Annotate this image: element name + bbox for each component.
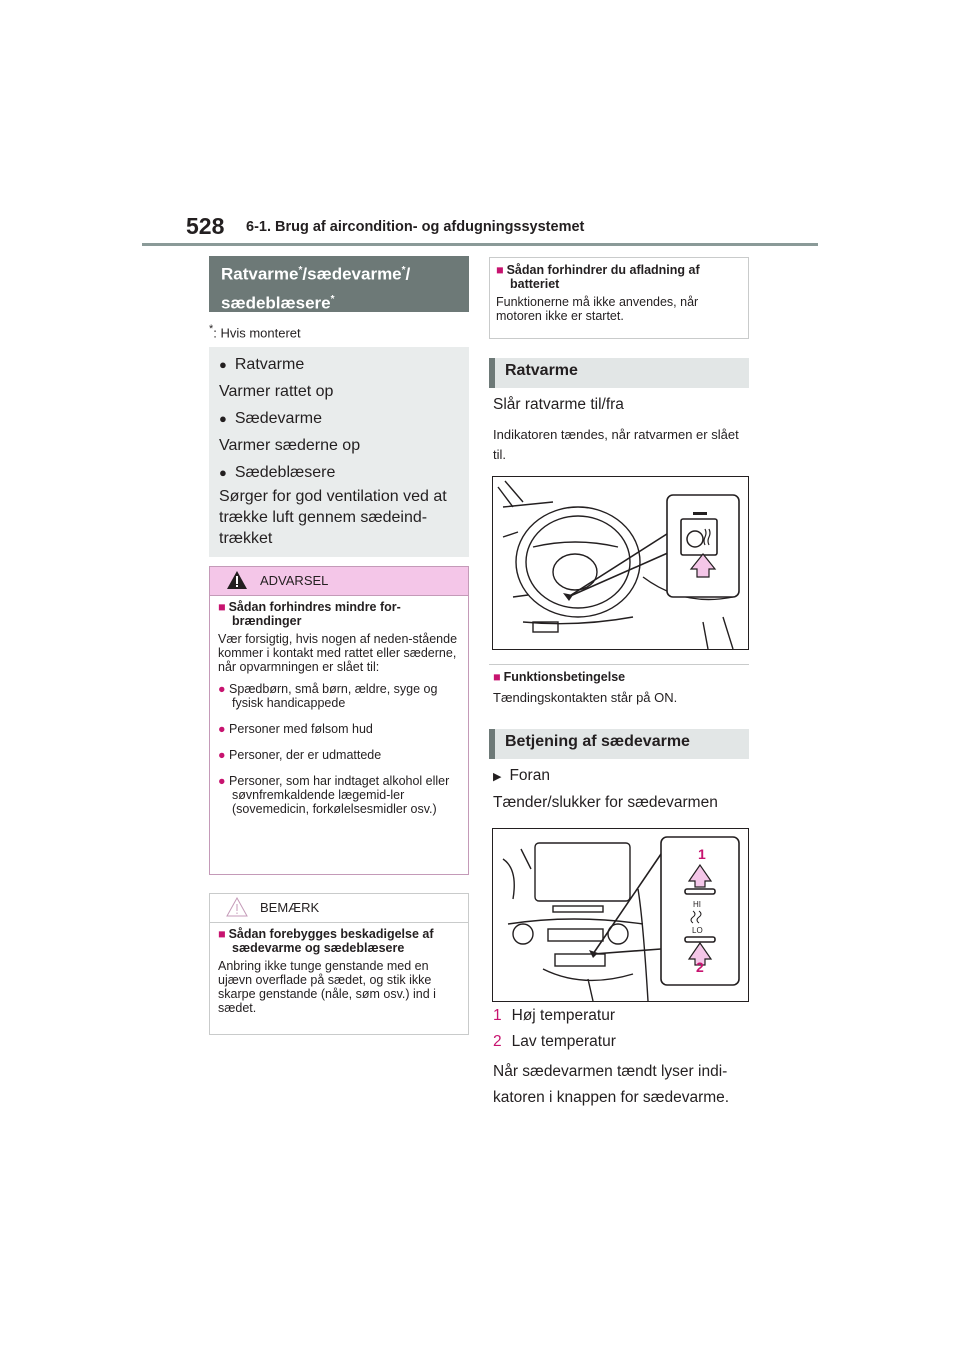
seat-heading: Betjening af sædevarme: [489, 729, 749, 759]
temp-item-2: 2 Lav temperatur: [493, 1033, 616, 1050]
note-subtitle: ■ Sådan forebygges beskadigelse af sædevarme og sædeblæsere: [218, 927, 434, 955]
front-label: ▶ Foran: [493, 767, 550, 784]
page-number: 528: [186, 213, 225, 239]
condition-subtitle: ■ Funktionsbetingelse: [493, 670, 626, 684]
note-box: [209, 893, 469, 1035]
seat-footer: Når sædevarmen tændt lyser indi-katoren i knappen for sædevarme.: [493, 1063, 730, 1106]
feature-desc: Varmer sæderne op: [219, 437, 361, 454]
feature-name: ● Ratvarme: [219, 351, 459, 378]
warning-intro: Vær forsigtig, hvis nogen af neden-stående kommer i kontakt med rattet eller sæderne, når opvarmningen er slået til:: [218, 632, 458, 674]
warning-label: ADVARSEL: [260, 573, 329, 588]
switch-lo-label: LO: [692, 926, 703, 935]
temp-item-1: 1 Høj temperatur: [493, 1007, 615, 1024]
callout-1: 1: [698, 846, 706, 862]
section-title: Ratvarme*/sædevarme*/ sædeblæsere*: [209, 256, 469, 312]
warning-subtitle: ■ Sådan forhindres mindre for-brændinger: [218, 600, 401, 628]
callout-2: 2: [696, 959, 704, 975]
feature-desc: Sørger for god ventilation ved at trække luft gennem sædeind-trækket: [219, 488, 447, 547]
list-item: ● Spædbørn, små børn, ældre, syge og fysisk handicappede: [218, 682, 438, 710]
chapter-title: 6-1. Brug af aircondition- og afdugningssystemet: [246, 219, 585, 235]
feature-name: ● Sædeblæsere: [219, 459, 459, 486]
note-label: BEMÆRK: [260, 900, 320, 915]
divider: [489, 664, 749, 665]
battery-text: Funktionerne må ikke anvendes, når motoren ikke er startet.: [496, 295, 699, 323]
seat-desc: Tænder/slukker for sædevarmen: [493, 794, 718, 811]
ratvarme-heading: Ratvarme: [489, 358, 749, 388]
console-figure: [492, 828, 749, 1002]
ratvarme-line1: Slår ratvarme til/fra: [493, 396, 624, 413]
battery-box: [489, 257, 749, 339]
feature-desc: Varmer rattet op: [219, 383, 334, 400]
warning-triangle-icon: [226, 570, 248, 590]
list-item: ● Personer, som har indtaget alkohol eller søvnfremkaldende lægemid-ler (sovemedicin, forkølelsesmidler osv.): [218, 774, 450, 816]
arrow-pointer-icon: ▶: [493, 771, 502, 783]
ratvarme-line2: Indikatoren tændes, når ratvarmen er slået til.: [493, 427, 739, 462]
footnote: *: Hvis monteret: [209, 323, 301, 341]
battery-subtitle: ■ Sådan forhindrer du afladning af batteriet: [496, 263, 700, 291]
feature-name: ● Sædevarme: [219, 405, 459, 432]
switch-hi-label: HI: [693, 900, 701, 909]
feature-list: [209, 347, 469, 557]
console-illustration: [493, 829, 748, 1001]
list-item: ● Personer med følsom hud: [218, 722, 373, 736]
note-text: Anbring ikke tunge genstande med en ujævn overflade på sædet, og stik ikke skarpe genstande (nåle, søm osv.) ind i sædet.: [218, 959, 436, 1015]
steering-figure: [492, 476, 749, 650]
warning-box: [209, 566, 469, 875]
caution-triangle-icon: [226, 897, 248, 917]
steering-illustration: [493, 477, 748, 649]
header-rule: [142, 243, 818, 246]
list-item: ● Personer, der er udmattede: [218, 748, 382, 762]
condition-text: Tændingskontakten står på ON.: [493, 690, 678, 705]
